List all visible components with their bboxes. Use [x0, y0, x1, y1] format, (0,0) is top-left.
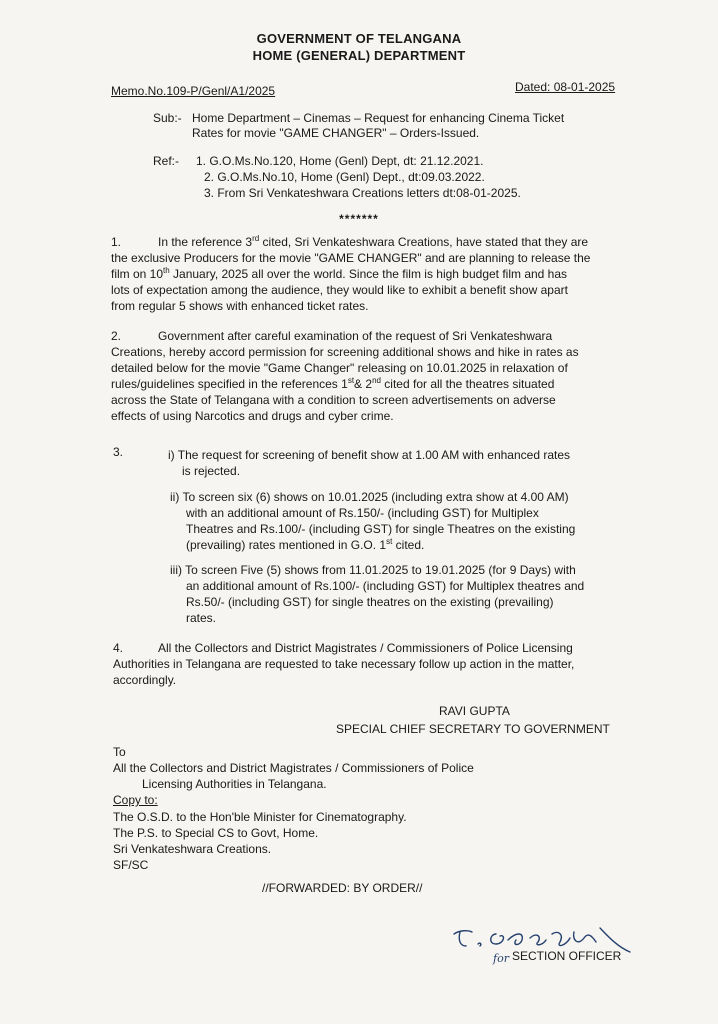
to-line-1: All the Collectors and District Magistrates / Commissioners of Police	[113, 761, 474, 775]
para2-line-2: Creations, hereby accord permission for screening additional shows and hike in rates as	[111, 345, 579, 359]
reference-item-1: 1. G.O.Ms.No.120, Home (Genl) Dept, dt: 21.12.2021.	[196, 154, 484, 168]
header-government: GOVERNMENT OF TELANGANA	[256, 31, 462, 46]
copy-item-3: Sri Venkateshwara Creations.	[113, 842, 272, 856]
subject-label: Sub:-	[153, 111, 182, 125]
para1-line-2: the exclusive Producers for the movie "GAME CHANGER" and are planning to release the	[111, 251, 591, 265]
para3-item-ii-line-4: (prevailing) rates mentioned in G.O. 1st cited.	[186, 537, 425, 552]
para1-line-1: In the reference 3rd cited, Sri Venkateshwara Creations, have stated that they are	[158, 234, 589, 249]
para2-line-3: detailed below for the movie "Game Changer" releasing on 10.01.2025 in relaxation of	[111, 361, 568, 375]
para1-line-5: from regular 5 shows with enhanced ticket rates.	[111, 299, 369, 313]
para3-number: 3.	[113, 445, 124, 459]
para3-item-ii-line-3: Theatres and Rs.100/- (including GST) for single Theatres on the existing	[186, 522, 576, 536]
signatory-title: SPECIAL CHIEF SECRETARY TO GOVERNMENT	[336, 722, 610, 736]
para1-line-3: film on 10th January, 2025 all over the world. Since the film is high budget film and has	[111, 266, 568, 281]
para1-number: 1.	[111, 235, 122, 249]
para2-line-5: across the State of Telangana with a condition to screen advertisements on adverse	[111, 393, 556, 407]
memo-number: Memo.No.109-P/Genl/A1/2025	[111, 84, 276, 98]
copy-item-1: The O.S.D. to the Hon'ble Minister for Cinematography.	[113, 810, 407, 824]
references-label: Ref:-	[153, 154, 180, 168]
para1-line-4: lots of expectation among the audience, they would like to exhibit a benefit show apart	[111, 283, 568, 297]
subject-line-2: Rates for movie "GAME CHANGER" – Orders-Issued.	[192, 126, 480, 140]
para3-item-i-line-2: is rejected.	[182, 464, 241, 478]
forwarded-line: //FORWARDED: BY ORDER//	[262, 881, 423, 895]
reference-item-3: 3. From Sri Venkateshwara Creations letters dt:08-01-2025.	[204, 186, 521, 200]
para3-item-iii-line-3: Rs.50/- (including GST) for single theatres on the existing (prevailing)	[186, 595, 554, 609]
para2-number: 2.	[111, 329, 122, 343]
para4-number: 4.	[113, 641, 124, 655]
para3-item-ii-line-1: ii) To screen six (6) shows on 10.01.2025 (including extra show at 4.00 AM)	[170, 490, 569, 504]
para2-line-6: effects of using Narcotics and drugs and cyber crime.	[111, 409, 394, 423]
para4-line-2: Authorities in Telangana are requested to take necessary follow up action in the matter,	[113, 657, 575, 671]
header-department: HOME (GENERAL) DEPARTMENT	[252, 48, 466, 63]
copy-item-2: The P.S. to Special CS to Govt, Home.	[113, 826, 319, 840]
subject-line-1: Home Department – Cinemas – Request for enhancing Cinema Ticket	[192, 111, 565, 125]
para2-line-4: rules/guidelines specified in the references 1st& 2nd cited for all the theatres situated	[111, 376, 555, 391]
para3-item-iii-line-2: an additional amount of Rs.100/- (including GST) for Multiplex theatres and	[186, 579, 585, 593]
memo-date: Dated: 08-01-2025	[515, 80, 616, 94]
reference-item-2: 2. G.O.Ms.No.10, Home (Genl) Dept., dt:09.03.2022.	[204, 170, 485, 184]
para2-line-1: Government after careful examination of the request of Sri Venkateshwara	[158, 329, 553, 343]
para3-item-i-line-1: i) The request for screening of benefit show at 1.00 AM with enhanced rates	[168, 448, 571, 462]
para3-item-iii-line-4: rates.	[186, 611, 217, 625]
separator: *******	[339, 212, 379, 226]
copy-label: Copy to:	[113, 793, 158, 807]
signatory-name: RAVI GUPTA	[439, 704, 510, 718]
to-label: To	[113, 745, 126, 759]
section-officer-for: for	[493, 952, 509, 965]
para3-item-ii-line-2: with an additional amount of Rs.150/- (including GST) for Multiplex	[186, 506, 539, 520]
para4-line-1: All the Collectors and District Magistrates / Commissioners of Police Licensing	[158, 641, 573, 655]
para3-item-iii-line-1: iii) To screen Five (5) shows from 11.01.2025 to 19.01.2025 (for 9 Days) with	[170, 563, 576, 577]
section-officer-title: SECTION OFFICER	[512, 949, 622, 963]
copy-item-4: SF/SC	[113, 858, 149, 872]
to-line-2: Licensing Authorities in Telangana.	[142, 777, 327, 791]
para4-line-3: accordingly.	[113, 673, 177, 687]
